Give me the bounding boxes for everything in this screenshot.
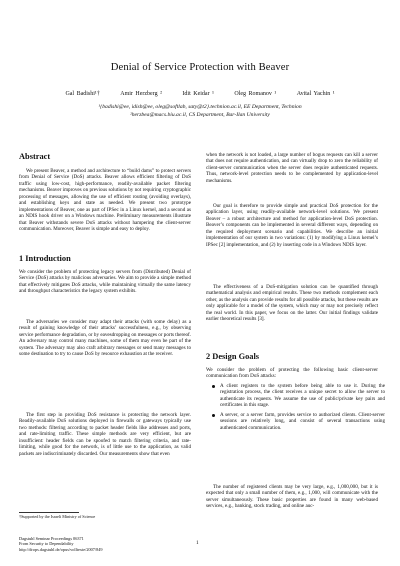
affiliation-2: ²herzbea@macs.biu.ac.il, CS Department, Bar-Ilan University (130, 112, 270, 118)
author: Gal Badishi¹† (65, 91, 100, 97)
paper-title: Denial of Service Protection with Beaver (110, 62, 290, 73)
footer-line: Dagstuhl Seminar Proceedings 06371 (19, 536, 84, 541)
goals-list (206, 383, 385, 434)
design-goals-heading: 2 Design Goals (206, 352, 260, 361)
author: Oleg Romanov ¹ (234, 91, 277, 97)
list-item: A client registers to the system before being able to use it. During the registration process, the client receives a unique secret to allow the server to authenticate its requests. We assume the use of public/private key pairs and certificates in this stage. (220, 383, 385, 409)
author: Idit Keidar ¹ (182, 91, 214, 97)
intro-heading: 1 Introduction (19, 254, 71, 263)
body-paragraph: The effectiveness of a DoS-mitigation solution can be quantified through mathematical analysis and empirical results. These two methods complement each other, as the analysis can provide results for all possible attacks, but these results are only applicable for a model of the system, which may or may not precisely reflect the real world. In this paper, we focus on the latter. Our initial findings validate earlier theoretical results [3]. (206, 284, 378, 323)
body-paragraph: Our goal is therefore to provide simple and practical DoS protection for the application layer, using readily-available network-level solutions. We present Beaver – a robust architecture and method for application-level DoS protection. Beaver’s components can be implemented in several different ways, depending on the required deployment scenario and capabilities. We describe an initial implementation of our system in two variations: (1) by modifying a Linux kernel’s IPSec [2] implementation, and (2) by inserting code in a Windows NDIS layer. (206, 203, 378, 248)
author: Amir Herzberg ² (120, 91, 162, 97)
abstract-text: We present Beaver, a method and architecture to “build dams” to protect servers from Denial of Service (DoS) attacks. Beaver allows efficient filtering of DoS traffic using low-cost, high-performance, readily-available packet filtering mechanisms. Beaver improves on previous solutions by not requiring cryptographic processing of messages, allowing the use of efficient routing (avoiding overlays), and establishing keys and state as needed. We present two prototype implementations of Beaver, one as part of IPSec in a Linux kernel, and a second as an NDIS hook driver on a Windows machine. Preliminary measurements illustrate that Beaver withstands severe DoS attacks without hampering the client-server communication. Moreover, Beaver is simple and easy to deploy. (19, 168, 191, 233)
proceedings-footer (19, 536, 103, 552)
author-list (0, 91, 400, 97)
footnote-rule (19, 512, 79, 513)
body-paragraph: when the network is not loaded, a large number of bogus requests can kill a server that does not require authentication, and can virtually drop to zero the reliability of client-server communication when the server does require authenticated requests. Thus, network-level protection needs to be complemented by application-level mechanisms. (206, 152, 378, 184)
author: Avital Yachin ¹ (296, 91, 335, 97)
list-item: A server, or a server farm, provides service to authorized clients. Client-server sessions are relatively long, and consist of several transactions using authenticated communication. (220, 411, 385, 431)
body-paragraph: We consider the problem of protecting the following basic client-server communication from DoS attacks: (206, 367, 378, 380)
abstract-heading: Abstract (19, 152, 51, 161)
intro-paragraph: We consider the problem of protecting legacy servers from (Distributed) Denial of Service (DoS) attacks by malicious adversaries. We aim to provide a simple method that effectively mitigates DoS attacks, while maintaining virtually the same latency and throughput characteristics the legacy system exhibits. (19, 269, 191, 295)
footer-link[interactable]: http://drops.dagstuhl.de/opus/volltexte/2007/849 (19, 546, 103, 552)
affiliation-1: ¹{badishi@ee, idish@ee, oleg@softlab, saty@t2}.technion.ac.il, EE Department, Technion (98, 104, 302, 110)
footer-line: From Security to Dependability (19, 541, 74, 547)
page-number: 1 (196, 540, 199, 546)
footnote: †Supported by the Israeli Ministry of Science (19, 514, 96, 519)
intro-paragraph: The adversaries we consider may adapt their attacks (with some delay) as a result of gaining knowledge of their attacks’ successfulness, e.g., by observing service performance degradation, or by eavesdropping on messages or ports thereof. An adversary may control many machines, some of them may even be part of the system. The adversary may also craft arbitrary messages or send many messages to some destination to try to cause DoS by resource exhaustion at the receiver. (19, 319, 191, 358)
intro-paragraph: The first step in providing DoS resistance is protecting the network layer. Readily-available DoS solutions deployed in firewalls or gateways typically use two methods: filtering according to packet header fields like addresses and ports, and rate-limiting traffic. These simple methods are very efficient, but are insufficient: header fields can be spoofed to match filtering criteria, and rate-limiting, while good for the network, is of little use to the application, as valid packets are indiscriminately discarded. Our measurements show that even (19, 412, 191, 457)
body-paragraph: The number of registered clients may be very large, e.g., 1,000,000, but it is expected that only a small number of them, e.g., 1,000, will communicate with the server simultaneously. These basic properties are found in many web-based services, e.g., banking, stock trading, and online auc- (206, 484, 378, 510)
